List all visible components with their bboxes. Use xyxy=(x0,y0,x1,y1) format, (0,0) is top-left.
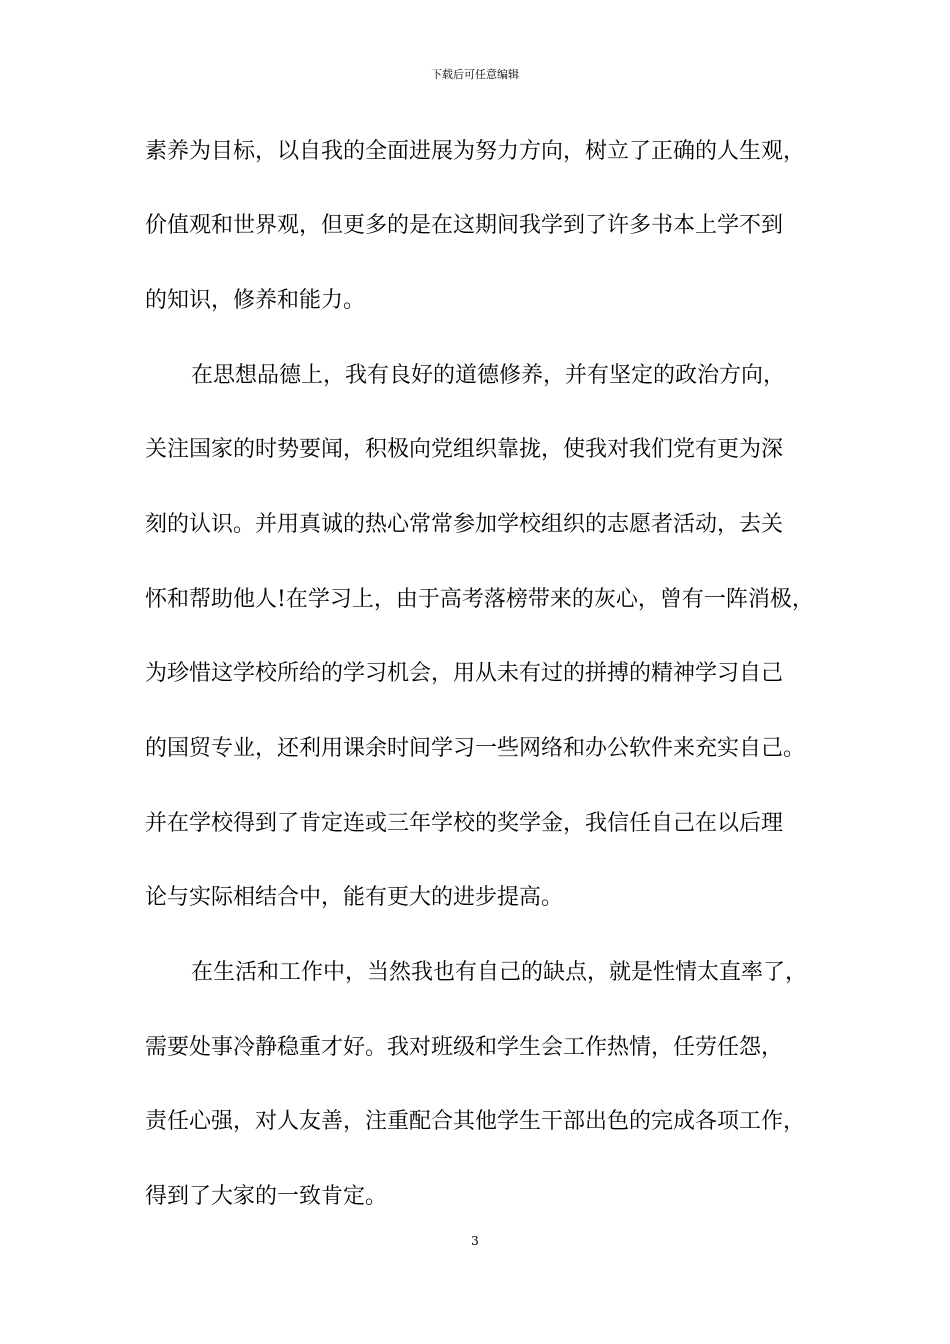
page-header: 下载后可任意编辑 xyxy=(431,68,519,81)
text-line: 怀和帮助他人!在学习上，由于高考落榜带来的灰心，曾有一阵消极， xyxy=(145,587,814,612)
text-line: 论与实际相结合中，能有更大的进步提高。 xyxy=(145,885,564,910)
text-line: 的知识，修养和能力。 xyxy=(145,288,366,313)
text-line: 刻的认识。并用真诚的热心常常参加学校组织的志愿者活动，去关 xyxy=(145,512,784,537)
text-line: 关注国家的时势要闻，积极向党组织靠拢，使我对我们党有更为深 xyxy=(145,437,784,462)
paragraph-first-line: 在生活和工作中，当然我也有自己的缺点，就是性情太直率了， xyxy=(191,960,808,985)
page-number: 3 xyxy=(471,1234,479,1248)
text-line: 并在学校得到了肯定连或三年学校的奖学金，我信任自己在以后理 xyxy=(145,811,784,836)
text-line: 素养为目标，以自我的全面进展为努力方向，树立了正确的人生观， xyxy=(145,139,806,164)
paragraph-first-line: 在思想品德上，我有良好的道德修养，并有坚定的政治方向， xyxy=(191,363,786,388)
text-line: 责任心强，对人友善，注重配合其他学生干部出色的完成各项工作， xyxy=(145,1109,806,1134)
text-line: 的国贸专业，还利用课余时间学习一些网络和办公软件来充实自己。 xyxy=(145,736,806,761)
text-line: 需要处事冷静稳重才好。我对班级和学生会工作热情，任劳任怨， xyxy=(145,1035,784,1060)
text-line: 价值观和世界观，但更多的是在这期间我学到了许多书本上学不到 xyxy=(145,213,784,238)
text-line: 得到了大家的一致肯定。 xyxy=(145,1184,388,1209)
text-line: 为珍惜这学校所给的学习机会，用从未有过的拼搏的精神学习自己 xyxy=(145,661,784,686)
